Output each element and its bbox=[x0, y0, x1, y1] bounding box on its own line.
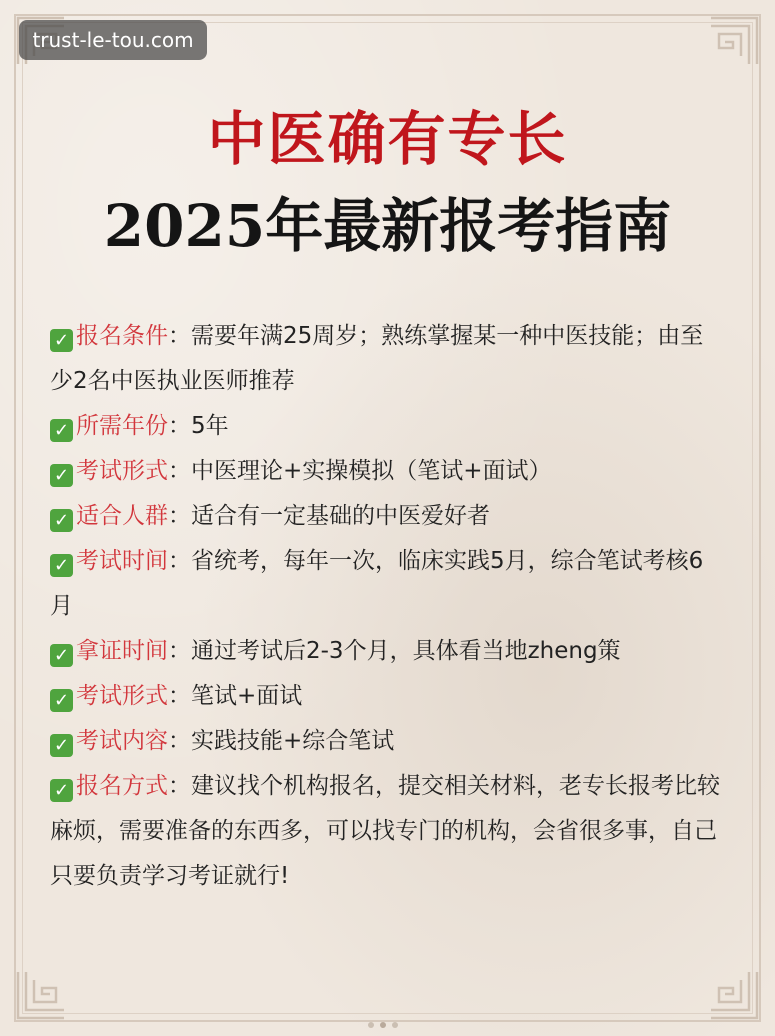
item-label: 报名方式 bbox=[76, 773, 168, 799]
page-title: 中医确有专长 bbox=[207, 105, 568, 173]
item-separator: ： bbox=[168, 683, 191, 709]
watermark-badge: trust-le-tou.com bbox=[19, 20, 207, 60]
corner-ornament-icon bbox=[14, 968, 68, 1022]
item-separator: ： bbox=[168, 503, 191, 529]
item-label: 所需年份 bbox=[76, 413, 168, 439]
corner-ornament-icon bbox=[707, 14, 761, 68]
item-label: 考试形式 bbox=[76, 458, 168, 484]
check-icon: ✓ bbox=[50, 779, 73, 802]
item-label: 适合人群 bbox=[76, 503, 168, 529]
list-item bbox=[50, 764, 722, 899]
list-item bbox=[50, 404, 722, 449]
page-subtitle: 2025年最新报考指南 bbox=[103, 192, 672, 260]
check-icon: ✓ bbox=[50, 689, 73, 712]
item-separator: ： bbox=[168, 638, 191, 664]
list-item bbox=[50, 314, 722, 404]
page-indicator-dot bbox=[368, 1022, 374, 1028]
item-separator: ： bbox=[168, 458, 191, 484]
item-label: 拿证时间 bbox=[76, 638, 168, 664]
item-text: 需要年满25周岁；熟练掌握某一种中医技能；由至少2名中医执业医师推荐 bbox=[50, 323, 704, 394]
check-icon: ✓ bbox=[50, 464, 73, 487]
item-separator: ： bbox=[168, 323, 191, 349]
item-text: 通过考试后2-3个月，具体看当地zheng策 bbox=[191, 638, 621, 664]
list-item bbox=[50, 674, 722, 719]
item-label: 考试形式 bbox=[76, 683, 168, 709]
check-icon: ✓ bbox=[50, 509, 73, 532]
check-icon: ✓ bbox=[50, 554, 73, 577]
page-indicator-dot-active bbox=[380, 1022, 386, 1028]
page-indicator-dot bbox=[392, 1022, 398, 1028]
item-text: 中医理论+实操模拟（笔试+面试） bbox=[191, 458, 552, 484]
item-text: 实践技能+综合笔试 bbox=[191, 728, 395, 754]
check-icon: ✓ bbox=[50, 734, 73, 757]
item-separator: ： bbox=[168, 413, 191, 439]
item-text: 笔试+面试 bbox=[191, 683, 303, 709]
item-text: 适合有一定基础的中医爱好者 bbox=[191, 503, 490, 529]
item-separator: ： bbox=[168, 728, 191, 754]
list-item bbox=[50, 539, 722, 629]
item-separator: ： bbox=[168, 773, 191, 799]
check-icon: ✓ bbox=[50, 419, 73, 442]
list-item bbox=[50, 719, 722, 764]
list-item bbox=[50, 494, 722, 539]
check-icon: ✓ bbox=[50, 329, 73, 352]
item-label: 考试时间 bbox=[76, 548, 168, 574]
check-icon: ✓ bbox=[50, 644, 73, 667]
item-label: 考试内容 bbox=[76, 728, 168, 754]
list-item bbox=[50, 629, 722, 674]
item-text: 省统考，每年一次，临床实践5月，综合笔试考核6月 bbox=[50, 548, 704, 619]
item-text: 5年 bbox=[191, 413, 229, 439]
item-separator: ： bbox=[168, 548, 191, 574]
list-item bbox=[50, 449, 722, 494]
item-text: 建议找个机构报名，提交相关材料，老专长报考比较麻烦，需要准备的东西多，可以找专门的机构，会省很多事，自己只要负责学习考证就行! bbox=[50, 773, 720, 889]
item-label: 报名条件 bbox=[76, 323, 168, 349]
corner-ornament-icon bbox=[707, 968, 761, 1022]
guide-list bbox=[50, 314, 722, 899]
